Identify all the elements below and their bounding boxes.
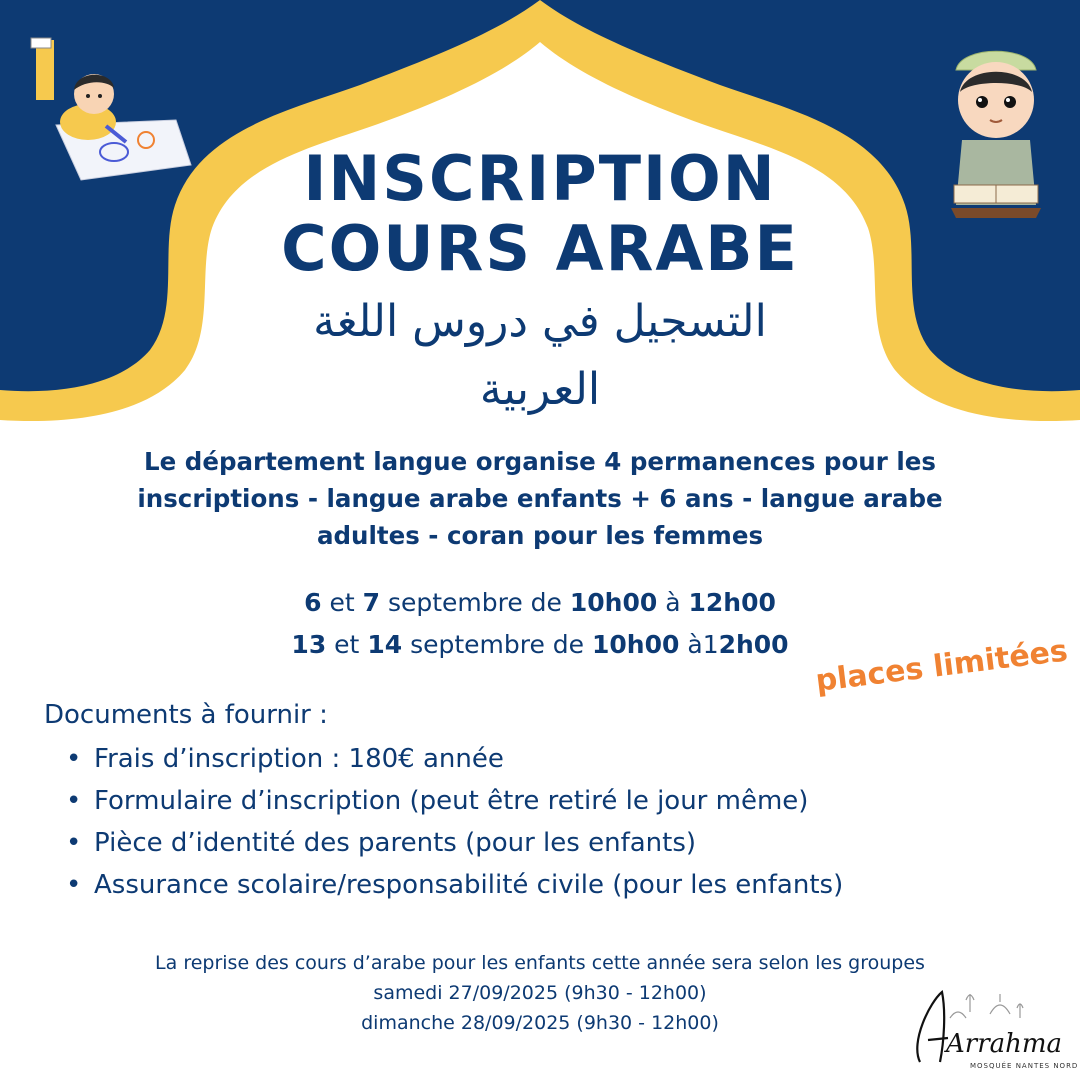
day: 14 xyxy=(367,630,403,659)
day: 13 xyxy=(291,630,327,659)
day: 6 xyxy=(304,588,322,617)
schedule-line-1 xyxy=(0,588,1080,617)
list-item xyxy=(62,864,843,906)
month-text: septembre de xyxy=(387,588,562,617)
end-time-prefix: 1 xyxy=(702,630,719,659)
logo-subtitle: MOSQUÉE NANTES NORD xyxy=(970,1062,1079,1070)
bullet-icon: • xyxy=(66,786,82,816)
documents-list xyxy=(62,738,843,906)
arrahma-logo xyxy=(900,982,1079,1074)
connector: et xyxy=(329,588,355,617)
footer-line-1: La reprise des cours d’arabe pour les enfants cette année sera selon les groupes xyxy=(155,952,925,974)
connector: à xyxy=(687,630,703,659)
bullet-icon: • xyxy=(66,744,82,774)
connector: et xyxy=(334,630,360,659)
list-item-text: Formulaire d’inscription (peut être retiré le jour même) xyxy=(94,786,809,816)
start-time: 10h00 xyxy=(592,630,680,659)
intro-paragraph: Le département langue organise 4 permanences pour les inscriptions - langue arabe enfants + 6 ans - langue arabe adultes - coran pour les femmes xyxy=(137,447,943,550)
list-item-text: Assurance scolaire/responsabilité civile (pour les enfants) xyxy=(94,870,844,900)
bullet-icon: • xyxy=(66,870,82,900)
places-limitees-label: places limitées xyxy=(813,633,1070,699)
documents-title: Documents à fournir : xyxy=(44,700,328,730)
end-time: 2h00 xyxy=(718,630,789,659)
logo-text: Arrahma xyxy=(946,1029,1063,1059)
day: 7 xyxy=(362,588,380,617)
start-time: 10h00 xyxy=(569,588,658,617)
connector: à xyxy=(665,588,681,617)
arabic-title-line-2: العربية xyxy=(479,364,601,415)
list-item xyxy=(62,738,843,780)
list-item xyxy=(62,822,843,864)
footer-line-2: samedi 27/09/2025 (9h30 - 12h00) xyxy=(373,982,707,1004)
title-line-1: INSCRIPTION xyxy=(303,142,777,215)
list-item xyxy=(62,780,843,822)
arabic-title-line-1: التسجيل في دروس اللغة xyxy=(313,296,767,347)
title-line-2: COURS ARABE xyxy=(281,212,799,285)
list-item-text: Pièce d’identité des parents (pour les enfants) xyxy=(94,828,697,858)
bullet-icon: • xyxy=(66,828,82,858)
month-text: septembre de xyxy=(410,630,585,659)
footer-line-3: dimanche 28/09/2025 (9h30 - 12h00) xyxy=(361,1012,719,1034)
list-item-text: Frais d’inscription : 180€ année xyxy=(94,744,504,774)
end-time: 12h00 xyxy=(688,588,776,617)
